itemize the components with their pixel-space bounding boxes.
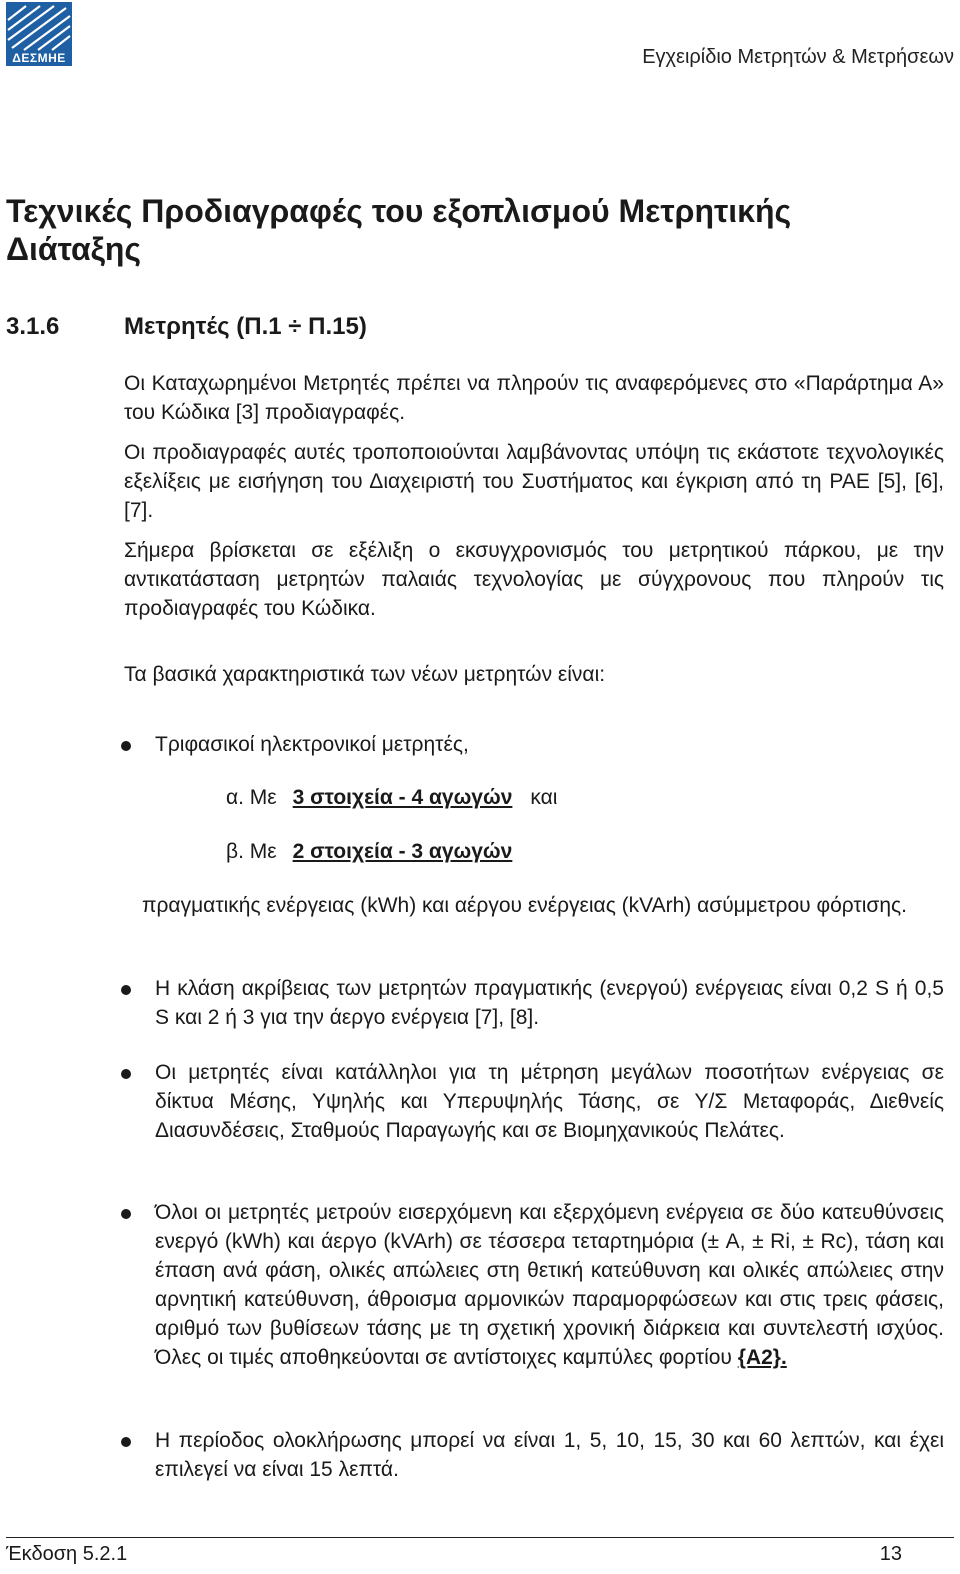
bullet-4-text: Όλοι οι μετρητές μετρούν εισερχόμενη και εξερχόμενη ενέργεια σε δύο κατευθύνσεις ενεργό (kWh) και άεργο (kVArh) σε τέσσερα τεταρτημόρια (± A, ± Ri, ± Rc), τάση και έπαση ανά φάση, ολικές απώλειες στη θετική κατεύθυνση και ολικές απώλειες στην αρνητική κατεύθυνση, άθροισμα αρμονικών παραμορφώσεων και στις τρεις φάσεις, αριθμό των βυθίσεων τάσης με τη σχετική χρονική διάρκεια και συντελεστή ισχύος. Όλες οι τιμές αποθηκεύονται σε αντίστοιχες καμπύλες φορτίου — [155, 1201, 944, 1369]
section-heading — [6, 313, 367, 341]
footer-divider — [6, 1537, 954, 1538]
paragraph-4: Τα βασικά χαρακτηριστικά των νέων μετρητών είναι: — [124, 663, 606, 686]
sub-item-b-prefix: β. Με — [226, 840, 277, 863]
bullet-marker — [121, 1437, 131, 1447]
bullet-5-text: Η περίοδος ολοκλήρωσης μπορεί να είναι 1, 5, 10, 15, 30 και 60 λεπτών, και έχει επιλεγεί να είναι 15 λεπτά. — [155, 1429, 944, 1481]
paragraph-1: Οι Καταχωρημένοι Μετρητές πρέπει να πληρούν τις αναφερόμενες στο «Παράρτημα Α» του Κώδικα [3] προδιαγραφές. — [124, 372, 944, 424]
logo-text: ΔΕΣΜΗΕ — [12, 51, 66, 65]
document-title: Εγχειρίδιο Μετρητών & Μετρήσεων — [642, 46, 954, 68]
bullet-marker — [121, 1069, 131, 1079]
desmie-logo — [6, 2, 72, 66]
bullet-marker — [121, 1209, 131, 1219]
bullet-1-continuation: πραγματικής ενέργειας (kWh) και αέργου ενέργειας (kVArh) ασύμμετρου φόρτισης. — [142, 894, 907, 917]
section-name: Μετρητές (Π.1 ÷ Π.15) — [124, 313, 367, 340]
page-number: 13 — [879, 1543, 902, 1565]
bullet-1-text: Τριφασικοί ηλεκτρονικοί μετρητές, — [155, 733, 469, 756]
sub-item-a-prefix: α. Με — [226, 786, 277, 809]
sub-item-a-emphasis: 3 στοιχεία - 4 αγωγών — [292, 786, 513, 809]
bullet-marker — [121, 985, 131, 995]
sub-item-b-emphasis: 2 στοιχεία - 3 αγωγών — [292, 840, 513, 863]
bullet-marker — [121, 741, 131, 751]
sub-item-b — [226, 840, 512, 864]
chapter-title: Τεχνικές Προδιαγραφές του εξοπλισμού Μετρητικής Διάταξης — [6, 193, 792, 267]
annex-reference: {A2}. — [737, 1346, 787, 1369]
bullet-4-paragraph — [155, 1198, 944, 1372]
bullet-2-text: Η κλάση ακρίβειας των μετρητών πραγματικής (ενεργού) ενέργειας είναι 0,2 S ή 0,5 S και 2 ή 3 για την άεργο ενέργεια [7], [8]. — [155, 977, 944, 1029]
section-number: 3.1.6 — [6, 313, 60, 340]
sub-item-a — [226, 786, 557, 810]
logo-mark-icon — [6, 2, 72, 52]
paragraph-2: Οι προδιαγραφές αυτές τροποποιούνται λαμβάνοντας υπόψη τις εκάστοτε τεχνολογικές εξελίξεις με εισήγηση του Διαχειριστή του Συστήματος και έγκριση από τη ΡΑΕ [5], [6], [7]. — [124, 441, 944, 522]
paragraph-3: Σήμερα βρίσκεται σε εξέλιξη ο εκσυγχρονισμός του μετρητικού πάρκου, με την αντικατάσταση μετρητών παλαιάς τεχνολογίας με σύγχρονους που πληρούν τις προδιαγραφές του Κώδικα. — [124, 539, 944, 620]
sub-item-a-suffix: και — [530, 786, 558, 809]
bullet-3-text: Οι μετρητές είναι κατάλληλοι για τη μέτρηση μεγάλων ποσοτήτων ενέργειας σε δίκτυα Μέσης, Υψηλής και Υπερυψηλής Τάσης, σε Υ/Σ Μεταφοράς, Διεθνείς Διασυνδέσεις, Σταθμούς Παραγωγής και σε Βιομηχανικούς Πελάτες. — [155, 1061, 944, 1142]
footer-edition: Έκδοση 5.2.1 — [6, 1543, 128, 1565]
